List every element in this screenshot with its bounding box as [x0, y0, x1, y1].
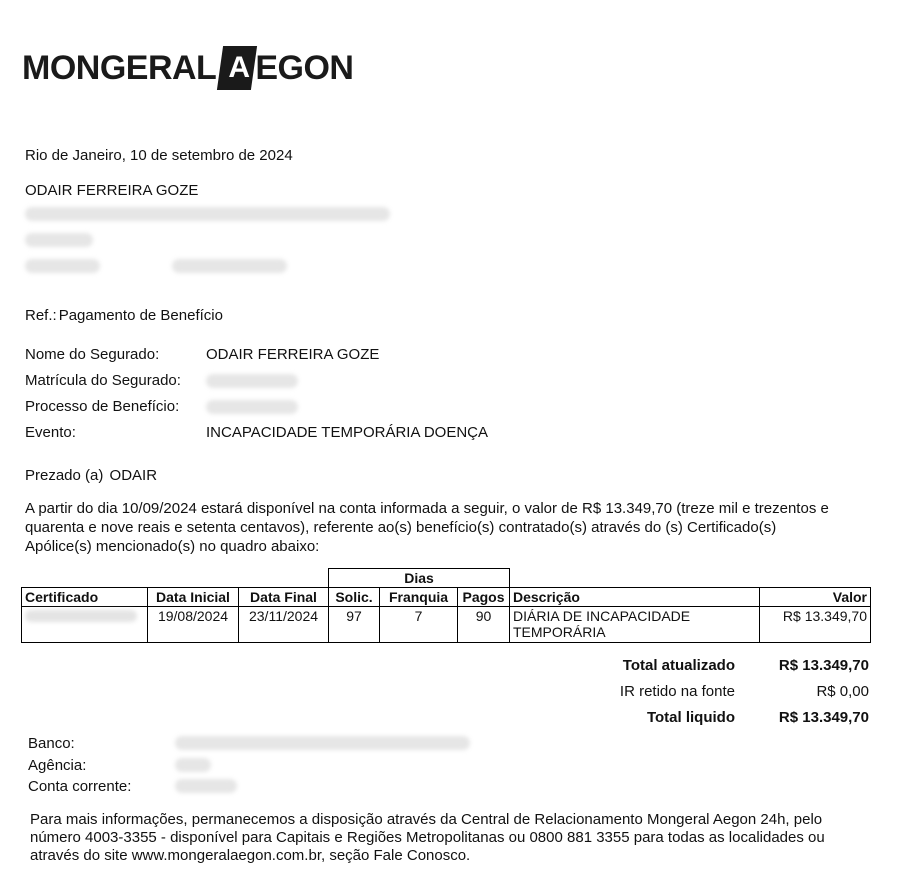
ref-line — [25, 307, 223, 324]
logo-text-part2: EGON — [255, 49, 354, 87]
greeting-name: ODAIR — [109, 467, 158, 484]
ref-value: Pagamento de Benefício — [58, 307, 223, 324]
footer-paragraph: Para mais informações, permanecemos a disposição através da Central de Relacionamento Mongeral Aegon 24h, pelo número 4003-3355 - disponível para Capitais e Regiões Metropolitanas ou 0800 881 3355 para todas as localidades ou através do site www.mongeralaegon.com.br, seção Fale Conosco. — [30, 811, 825, 864]
header-valor: Valor — [760, 588, 871, 607]
account-label: Conta corrente: — [28, 778, 132, 795]
header-certificado: Certificado — [22, 588, 148, 607]
cell-descricao-line2: TEMPORÁRIA — [513, 624, 606, 640]
place-date: Rio de Janeiro, 10 de setembro de 2024 — [25, 147, 293, 164]
process-label: Processo de Benefício: — [25, 398, 180, 415]
header-solic: Solic. — [329, 588, 380, 607]
table-header-row — [22, 588, 871, 607]
cell-data-inicial: 19/08/2024 — [148, 607, 239, 643]
redacted-registration — [206, 374, 298, 388]
logo-mark-icon: A — [220, 46, 254, 90]
logo-text-part1: MONGERAL — [22, 49, 217, 87]
header-data-final: Data Final — [239, 588, 329, 607]
redacted-agency — [175, 758, 211, 772]
greeting-label: Prezado (a) — [25, 467, 104, 484]
header-franquia: Franquia — [380, 588, 458, 607]
registration-label: Matrícula do Segurado: — [25, 372, 181, 389]
ref-label: Ref.: — [25, 307, 57, 324]
redacted-address-line3a — [25, 259, 100, 273]
cell-certificado — [22, 607, 148, 643]
recipient-name: ODAIR FERREIRA GOZE — [25, 182, 199, 199]
event-value: INCAPACIDADE TEMPORÁRIA DOENÇA — [206, 424, 488, 441]
body-paragraph: A partir do dia 10/09/2024 estará disponível na conta informada a seguir, o valor de R$ 13.349,70 (treze mil e trezentos e quarenta e nove reais e setenta centavos), referente ao(s) benefício(s) contratado(s) através do (s) Certificado(s) Apólice(s) mencionado(s) no quadro abaixo: — [25, 500, 829, 555]
dias-group-header: Dias — [329, 569, 510, 588]
greeting — [25, 467, 157, 484]
agency-label: Agência: — [28, 757, 87, 774]
redacted-bank — [175, 736, 470, 750]
table-row — [22, 607, 871, 643]
cell-data-final: 23/11/2024 — [239, 607, 329, 643]
cell-descricao — [510, 607, 760, 643]
redacted-address-line2 — [25, 233, 93, 247]
cell-valor: R$ 13.349,70 — [760, 607, 871, 643]
total-updated-label: Total atualizado — [622, 657, 735, 674]
cell-solic: 97 — [329, 607, 380, 643]
cell-franquia: 7 — [380, 607, 458, 643]
insured-name-value: ODAIR FERREIRA GOZE — [206, 346, 380, 363]
total-net-value: R$ 13.349,70 — [778, 709, 869, 726]
redacted-account — [175, 779, 237, 793]
bank-label: Banco: — [28, 735, 75, 752]
header-pagos: Pagos — [458, 588, 510, 607]
cell-descricao-line1: DIÁRIA DE INCAPACIDADE — [513, 608, 691, 624]
total-net-label: Total liquido — [646, 709, 735, 726]
redacted-address-line3b — [172, 259, 287, 273]
benefit-table — [21, 568, 871, 643]
cell-pagos: 90 — [458, 607, 510, 643]
ir-label: IR retido na fonte — [619, 683, 735, 700]
event-label: Evento: — [25, 424, 76, 441]
company-logo — [22, 48, 353, 92]
redacted-address-line1 — [25, 207, 390, 221]
redacted-process — [206, 400, 298, 414]
header-data-inicial: Data Inicial — [148, 588, 239, 607]
header-descricao: Descrição — [510, 588, 760, 607]
ir-value: R$ 0,00 — [816, 683, 869, 700]
insured-name-label: Nome do Segurado: — [25, 346, 160, 363]
total-updated-value: R$ 13.349,70 — [778, 657, 869, 674]
